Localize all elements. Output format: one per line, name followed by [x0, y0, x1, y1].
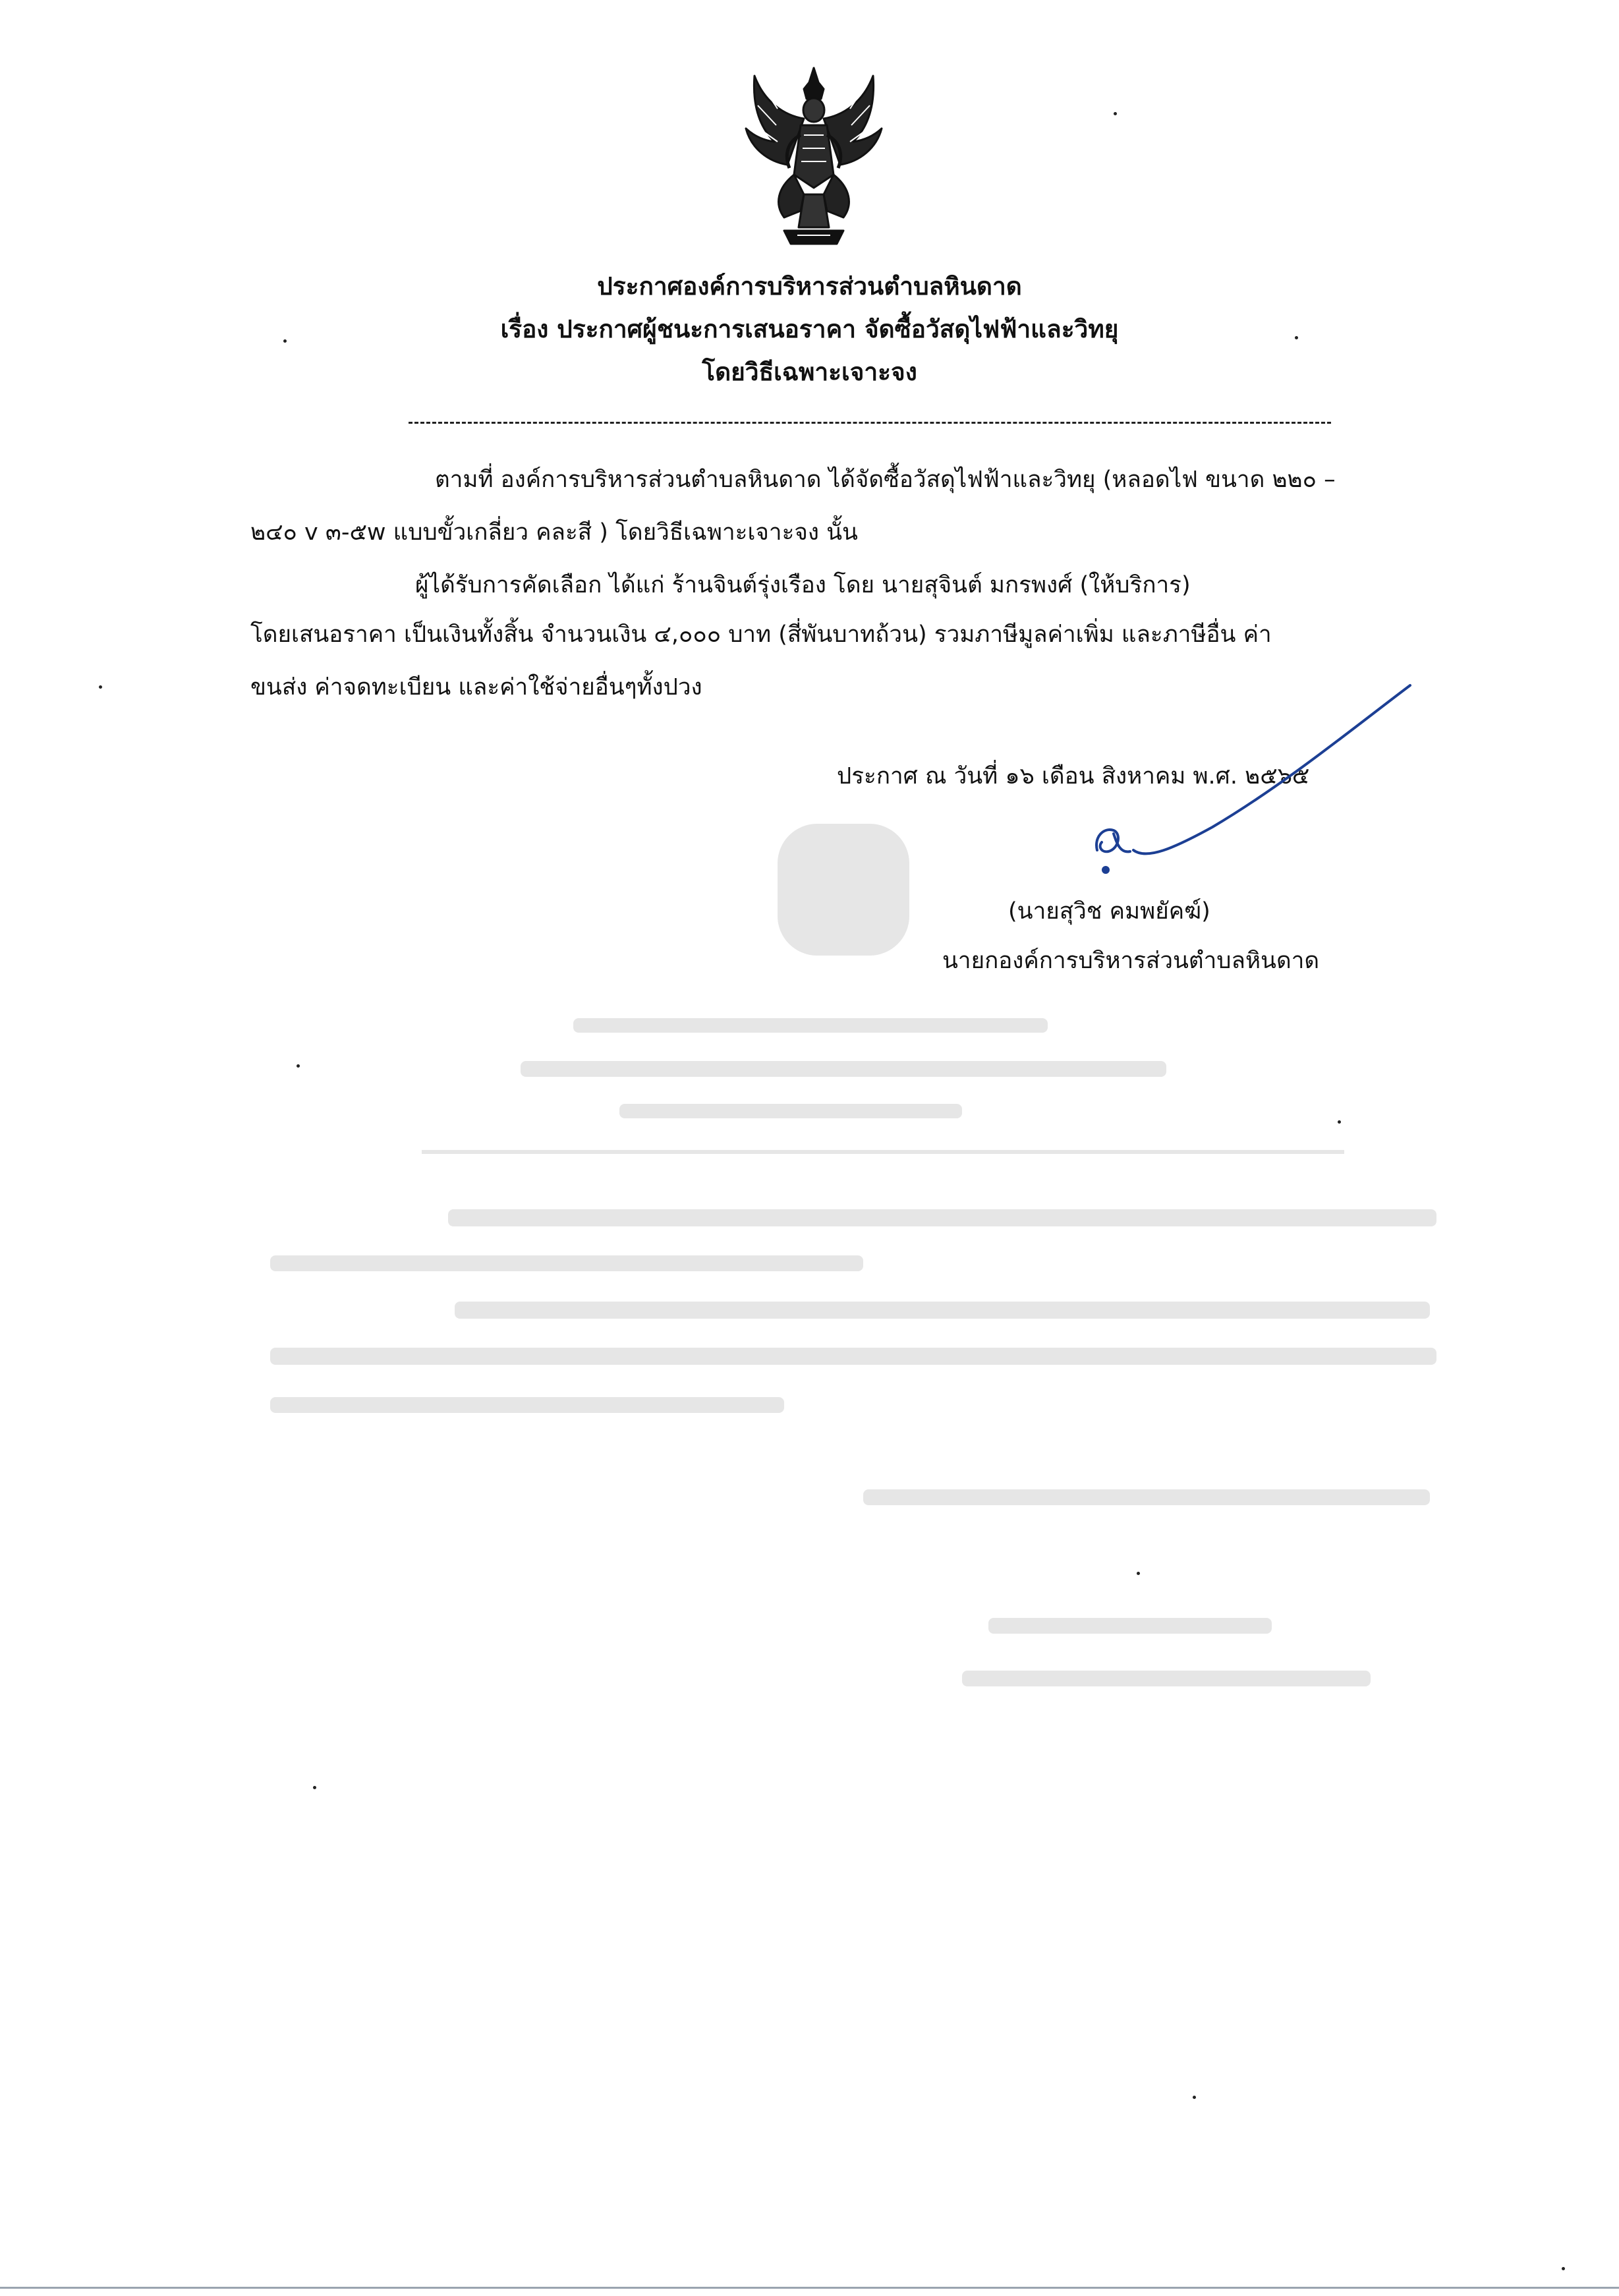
scan-speck — [283, 339, 287, 343]
scan-speck — [1295, 336, 1298, 339]
scan-speck — [1193, 2096, 1196, 2099]
scan-speck — [1562, 2267, 1565, 2270]
scan-bottom-edge — [0, 2287, 1619, 2289]
paragraph2-line3: ขนส่ง ค่าจดทะเบียน และค่าใช้จ่ายอื่นๆทั้งปวง — [250, 674, 702, 701]
garuda-emblem-icon — [738, 63, 890, 250]
signer-name: (นายสุวิช คมพยัคฆ์) — [1008, 898, 1210, 925]
scan-speck — [1338, 1120, 1341, 1124]
scan-speck — [99, 685, 102, 689]
paragraph2-line1: ผู้ได้รับการคัดเลือก ได้แก่ ร้านจินต์รุ่งเรือง โดย นายสุจินต์ มกรพงศ์ (ให้บริการ) — [415, 572, 1191, 598]
announcement-date: ประกาศ ณ วันที่ ๑๖ เดือน สิงหาคม พ.ศ. ๒๕๖๕ — [837, 763, 1310, 789]
scan-speck — [1137, 1572, 1140, 1575]
signer-title: นายกองค์การบริหารส่วนตำบลหินดาด — [942, 948, 1320, 974]
paragraph1-line2: ๒๔๐ v ๓-๕w แบบขั้วเกลี่ยว คละสี ) โดยวิธีเฉพาะเจาะจง นั้น — [250, 519, 858, 546]
paragraph1-line1: ตามที่ องค์การบริหารส่วนตำบลหินดาด ได้จัดซื้อวัสดุไฟฟ้าและวิทยุ (หลอดไฟ ขนาด ๒๒๐ – — [435, 467, 1336, 493]
heading-organization: ประกาศองค์การบริหารส่วนตำบลหินดาด — [597, 272, 1022, 301]
heading-subject: เรื่อง ประกาศผู้ชนะการเสนอราคา จัดซื้อวัสดุไฟฟ้าและวิทยุ — [500, 315, 1119, 343]
separator-rule — [409, 422, 1331, 424]
paragraph2-line2: โดยเสนอราคา เป็นเงินทั้งสิ้น จำนวนเงิน ๔,๐๐๐ บาท (สี่พันบาทถ้วน) รวมภาษีมูลค่าเพิ่ม และภาษีอื่น ค่า — [250, 621, 1272, 648]
signature-stroke — [1067, 672, 1436, 883]
heading-method: โดยวิธีเฉพาะเจาะจง — [702, 358, 917, 386]
scan-speck — [297, 1064, 300, 1068]
scan-speck — [1114, 112, 1117, 115]
scan-speck — [313, 1786, 316, 1789]
